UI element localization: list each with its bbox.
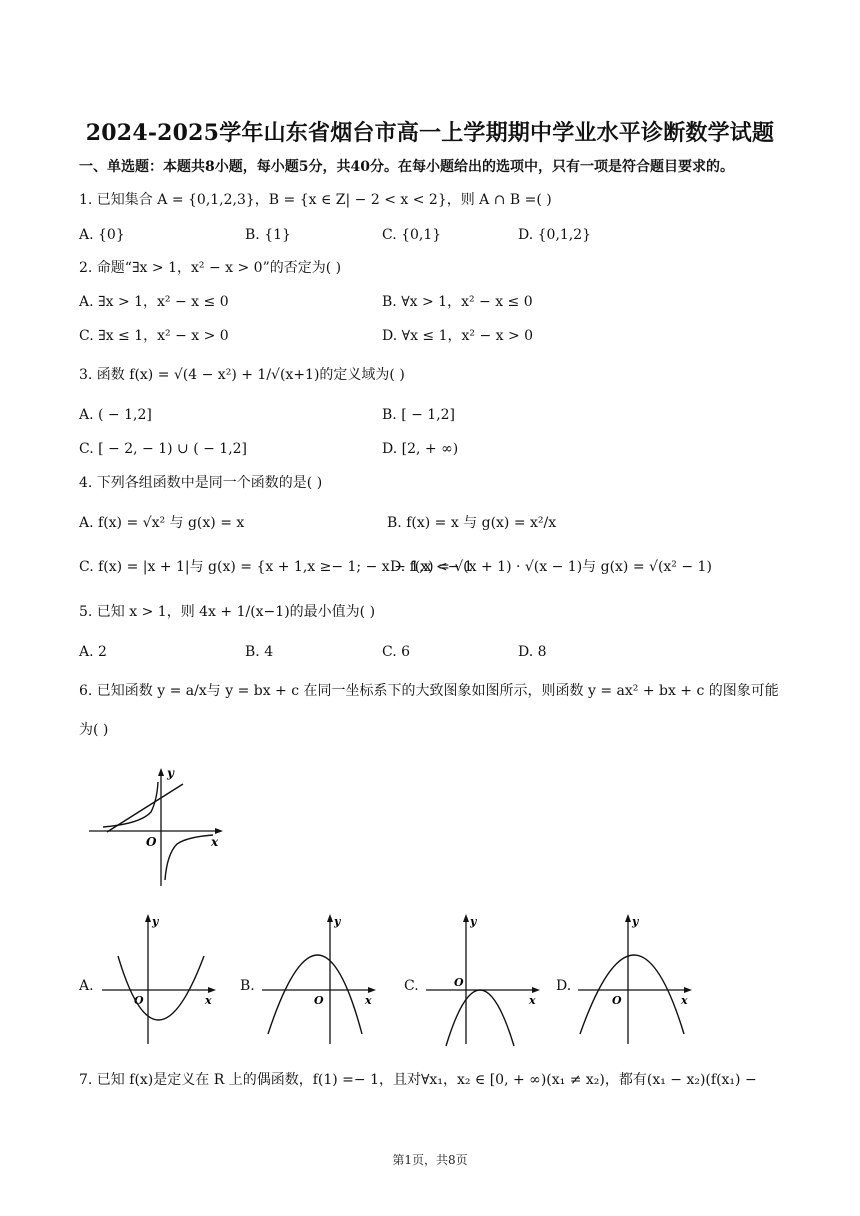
q6-option-c: C. [404, 978, 419, 994]
origin-label: O [314, 994, 324, 1007]
q3-option-c: C. [ − 2, − 1) ∪ ( − 1,2] [79, 441, 248, 457]
q1-option-a: A. {0} [79, 227, 125, 243]
q2-option-d: D. ∀x ≤ 1，x² − x > 0 [382, 328, 534, 344]
option-c-graph [422, 910, 547, 1050]
option-b-graph [258, 910, 383, 1050]
q4-option-c: C. f(x) = |x + 1|与 g(x) = {x + 1,x ≥− 1; − x − 1,x <− 1 [79, 559, 473, 575]
q3-option-b: B. [ − 1,2] [382, 407, 456, 423]
x-axis-label: x [365, 994, 372, 1007]
q1-option-c: C. {0,1} [382, 227, 442, 243]
y-axis-label: y [470, 915, 477, 928]
x-axis-label: x [205, 994, 212, 1007]
q2-option-b: B. ∀x > 1，x² − x ≤ 0 [382, 294, 533, 310]
q3-option-a: A. ( − 1,2] [79, 407, 152, 423]
question-1: 1. 已知集合 A = {0,1,2,3}，B = {x ∈ Z| − 2 < x < 2}，则 A ∩ B =( ) [79, 192, 552, 208]
origin-label: O [454, 976, 464, 989]
question-2: 2. 命题“∃x > 1，x² − x > 0”的否定为( ) [79, 260, 342, 276]
q4-option-a: A. f(x) = √x² 与 g(x) = x [79, 515, 245, 531]
x-axis-label: x [529, 994, 536, 1007]
page-title: 2024-2025学年山东省烟台市高一上学期期中学业水平诊断数学试题 [85, 120, 775, 146]
q5-option-c: C. 6 [382, 644, 411, 660]
origin-label: O [146, 835, 157, 849]
q4-option-b: B. f(x) = x 与 g(x) = x²/x [387, 515, 557, 531]
y-axis-label: y [152, 915, 159, 928]
q5-option-b: B. 4 [245, 644, 274, 660]
q2-option-a: A. ∃x > 1，x² − x ≤ 0 [79, 294, 229, 310]
question-3: 3. 函数 f(x) = √(4 − x²) + 1/√(x+1)的定义域为( ) [79, 367, 405, 383]
x-axis-label: x [681, 994, 688, 1007]
option-a-graph [98, 910, 223, 1050]
q1-option-b: B. {1} [245, 227, 291, 243]
q5-option-a: A. 2 [79, 644, 107, 660]
question-6-cont: 为( ) [79, 722, 109, 738]
option-d-graph [574, 910, 699, 1050]
y-axis-label: y [632, 915, 639, 928]
q6-option-b: B. [240, 978, 255, 994]
page-footer: 第1页，共8页 [392, 1153, 468, 1167]
question-7: 7. 已知 f(x)是定义在 R 上的偶函数，f(1) =− 1，且对∀x₁，x₂ ∈ [0, + ∞)(x₁ ≠ x₂)，都有(x₁ − x₂)(f(x₁) − [79, 1072, 757, 1088]
origin-label: O [134, 994, 144, 1007]
x-axis-label: x [211, 835, 219, 849]
q2-option-c: C. ∃x ≤ 1，x² − x > 0 [79, 328, 229, 344]
q6-option-a: A. [79, 978, 94, 994]
q3-option-d: D. [2, + ∞) [382, 441, 459, 457]
question-4: 4. 下列各组函数中是同一个函数的是( ) [79, 475, 323, 491]
origin-label: O [612, 994, 622, 1007]
section-heading: 一、单选题：本题共8小题，每小题5分，共40分。在每小题给出的选项中，只有一项是符合题目要求的。 [79, 159, 734, 175]
y-axis-label: y [334, 915, 341, 928]
question-5: 5. 已知 x > 1，则 4x + 1/(x−1)的最小值为( ) [79, 604, 376, 620]
reference-graph [85, 762, 235, 890]
q4-option-d: D. f(x) = √(x + 1) · √(x − 1)与 g(x) = √(x² − 1) [390, 559, 712, 575]
q6-option-d: D. [556, 978, 572, 994]
q5-option-d: D. 8 [518, 644, 547, 660]
question-6: 6. 已知函数 y = a/x与 y = bx + c 在同一坐标系下的大致图象如图所示，则函数 y = ax² + bx + c 的图象可能 [79, 683, 779, 699]
y-axis-label: y [167, 766, 174, 780]
q1-option-d: D. {0,1,2} [518, 227, 592, 243]
